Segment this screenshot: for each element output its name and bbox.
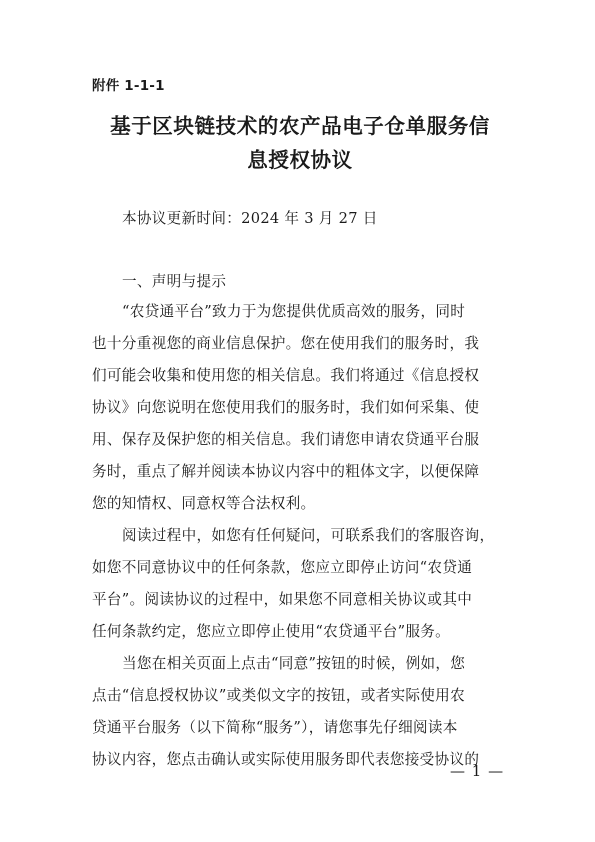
paragraph-line: 用、保存及保护您的相关信息。我们请您申请农贷通平台服 [92,431,480,448]
paragraph-line: 务时，重点了解并阅读本协议内容中的粗体文字，以便保障 [92,463,480,480]
paragraph-line: 协议》向您说明在您使用我们的服务时，我们如何采集、使 [92,399,480,416]
document-title-line-2: 息授权协议 [247,148,353,172]
page-number: — 1 — [450,762,505,780]
paragraph-line: 当您在相关页面上点击“同意”按钮的时候，例如，您 [122,655,466,672]
document-title-line-1: 基于区块链技术的农产品电子仓单服务信 [110,114,490,138]
section-heading: 一、声明与提示 [122,273,227,290]
paragraph-line: 您的知情权、同意权等合法权利。 [92,495,316,512]
paragraph-line: 也十分重视您的商业信息保护。您在使用我们的服务时，我 [92,335,480,352]
paragraph-line: 们可能会收集和使用您的相关信息。我们将通过《信息授权 [92,367,480,384]
paragraph-line: 任何条款约定，您应立即停止使用“农贷通平台”服务。 [92,623,451,640]
paragraph-line: 贷通平台服务（以下简称“服务”），请您事先仔细阅读本 [92,719,458,736]
paragraph-line: 点击“信息授权协议”或类似文字的按钮，或者实际使用农 [92,687,465,704]
paragraph-line: 协议内容，您点击确认或实际使用服务即代表您接受协议的 [92,751,480,768]
update-time: 本协议更新时间：2024 年 3 月 27 日 [122,210,378,227]
annex-label: 附件 1-1-1 [92,78,165,94]
paragraph-line: 平台”。阅读协议的过程中，如果您不同意相关协议或其中 [92,591,473,608]
paragraph-line: 阅读过程中，如您有任何疑问，可联系我们的客服咨询， [122,527,495,544]
paragraph-line: “农贷通平台”致力于为您提供优质高效的服务，同时 [122,303,466,320]
paragraph-line: 如您不同意协议中的任何条款，您应立即停止访问“农贷通 [92,559,473,576]
